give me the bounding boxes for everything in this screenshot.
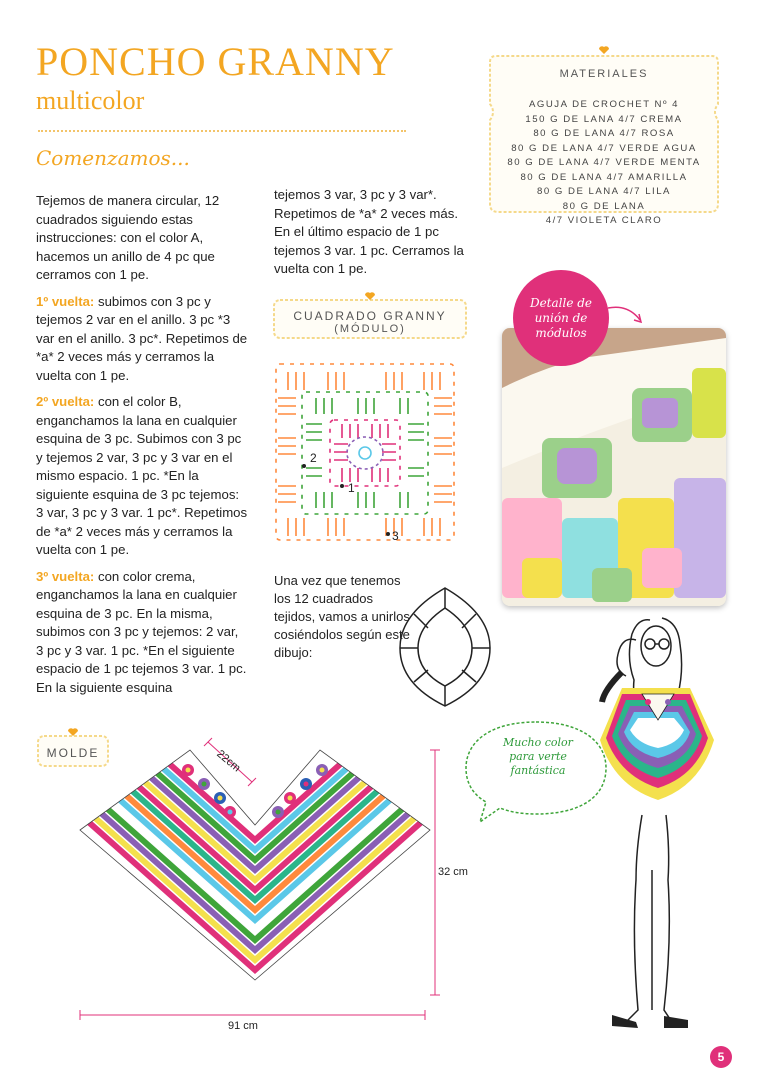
round-2-text: con el color B, enganchamos la lana en cualquier esquina de 3 pc. Subimos con 3 pc y tejemos 2 var, 3 pc y 3 var en el mismo espacio. 1 pc. *En la siguiente esquina de 3 pc tejemos: 3 var, 3 pc y 3 var. 1 pc*. Repetimos de *a* 2 veces más y cerramos la vuelta con 1 pe. [36,394,248,557]
granny-title: CUADRADO GRANNY [293,309,447,323]
material-item: 80 G DE LANA 4/7 LILA [537,186,671,197]
granny-subtitle: (MÓDULO) [334,323,406,335]
section-heading: Comenzamos... [36,146,190,170]
join-text: Una vez que tenemos los 12 cuadrados tejidos, vamos a unirlos cosiéndolos según este dibujo: [274,573,410,660]
materials-list [476,98,732,229]
round-2-paragraph [36,393,248,560]
round-1-paragraph [36,293,248,386]
round-3-paragraph [36,568,248,698]
round-1-text: subimos con 3 pc y tejemos 2 var en el anillo. 3 pc *3 var en el anillo. 3 pc*. Repetimos de *a* 2 veces más y cerramos la vuelta con 1 pe. [36,293,248,383]
material-item: 4/7 VIOLETA CLARO [545,215,663,226]
granny-square-chart [268,358,464,548]
page-subtitle: multicolor [36,86,145,115]
molde-label: MOLDE [46,746,100,760]
woman-illustration [592,610,732,1040]
material-item: 80 G DE LANA 4/7 VERDE AGUA [511,142,697,154]
badge-arrow-icon [606,302,646,328]
detail-photo [502,328,726,606]
material-item: 80 G DE LANA 4/7 VERDE MENTA [507,157,701,168]
intro-paragraph: Tejemos de manera circular, 12 cuadrados siguiendo estas instrucciones: con el color A, hacemos un anillo de 4 pc que cerramos con 1 pe. [36,193,220,282]
heart-icon [365,292,375,300]
page-number: 5 [710,1046,732,1068]
instructions-column-2 [274,186,470,287]
round-3-label: 3º vuelta: [36,568,95,584]
material-item: 80 G DE LANA 4/7 AMARILLA [520,171,688,183]
material-item: 80 G DE LANA [562,200,646,212]
dotted-divider [38,130,406,132]
round-2-label: 2º vuelta: [36,394,95,409]
detail-badge: Detalle de unión de módulos [513,270,609,366]
materials-title: MATERIALES [559,68,649,80]
round-3-text: con color crema, enganchamos la lana en cualquier esquina de 3 pc. En la misma, subimos con 3 pc y tejemos: 2 var, 3 pc y 3 var. 1 pc. *En el siguiente espacio de 1 pc tejemos 3 var. 1 pc. En la siguiente esquina [36,568,247,695]
round-3-continued: tejemos 3 var, 3 pc y 3 var*. Repetimos de *a* 2 veces más. En el último espacio de 1 pc tejemos 3 var. 1 pc. Cerramos la vuelta con 1 pe. [274,187,464,276]
bubble-text: Mucho color para verte fantástica [503,736,573,777]
poncho-pattern-diagram [70,730,470,1050]
chart-mark-2: 2 [310,451,317,465]
heart-icon [599,46,609,54]
chart-mark-1: 1 [348,481,355,495]
chart-mark-3: 3 [392,529,399,543]
material-item: 80 G DE LANA 4/7 ROSA [533,128,675,139]
crochet-detail-image [502,328,726,606]
material-item: AGUJA DE CROCHET Nº 4 [529,99,679,110]
join-diagram [394,584,496,710]
instructions-column-1 [36,192,248,705]
round-1-label: 1º vuelta: [36,293,95,309]
page-title: PONCHO GRANNY [36,39,395,84]
material-item: 150 G DE LANA 4/7 CREMA [525,113,683,125]
dimension-side: 32 cm [438,866,468,878]
dimension-bottom: 91 cm [228,1020,258,1032]
dimension-top: 22cm [214,748,243,775]
